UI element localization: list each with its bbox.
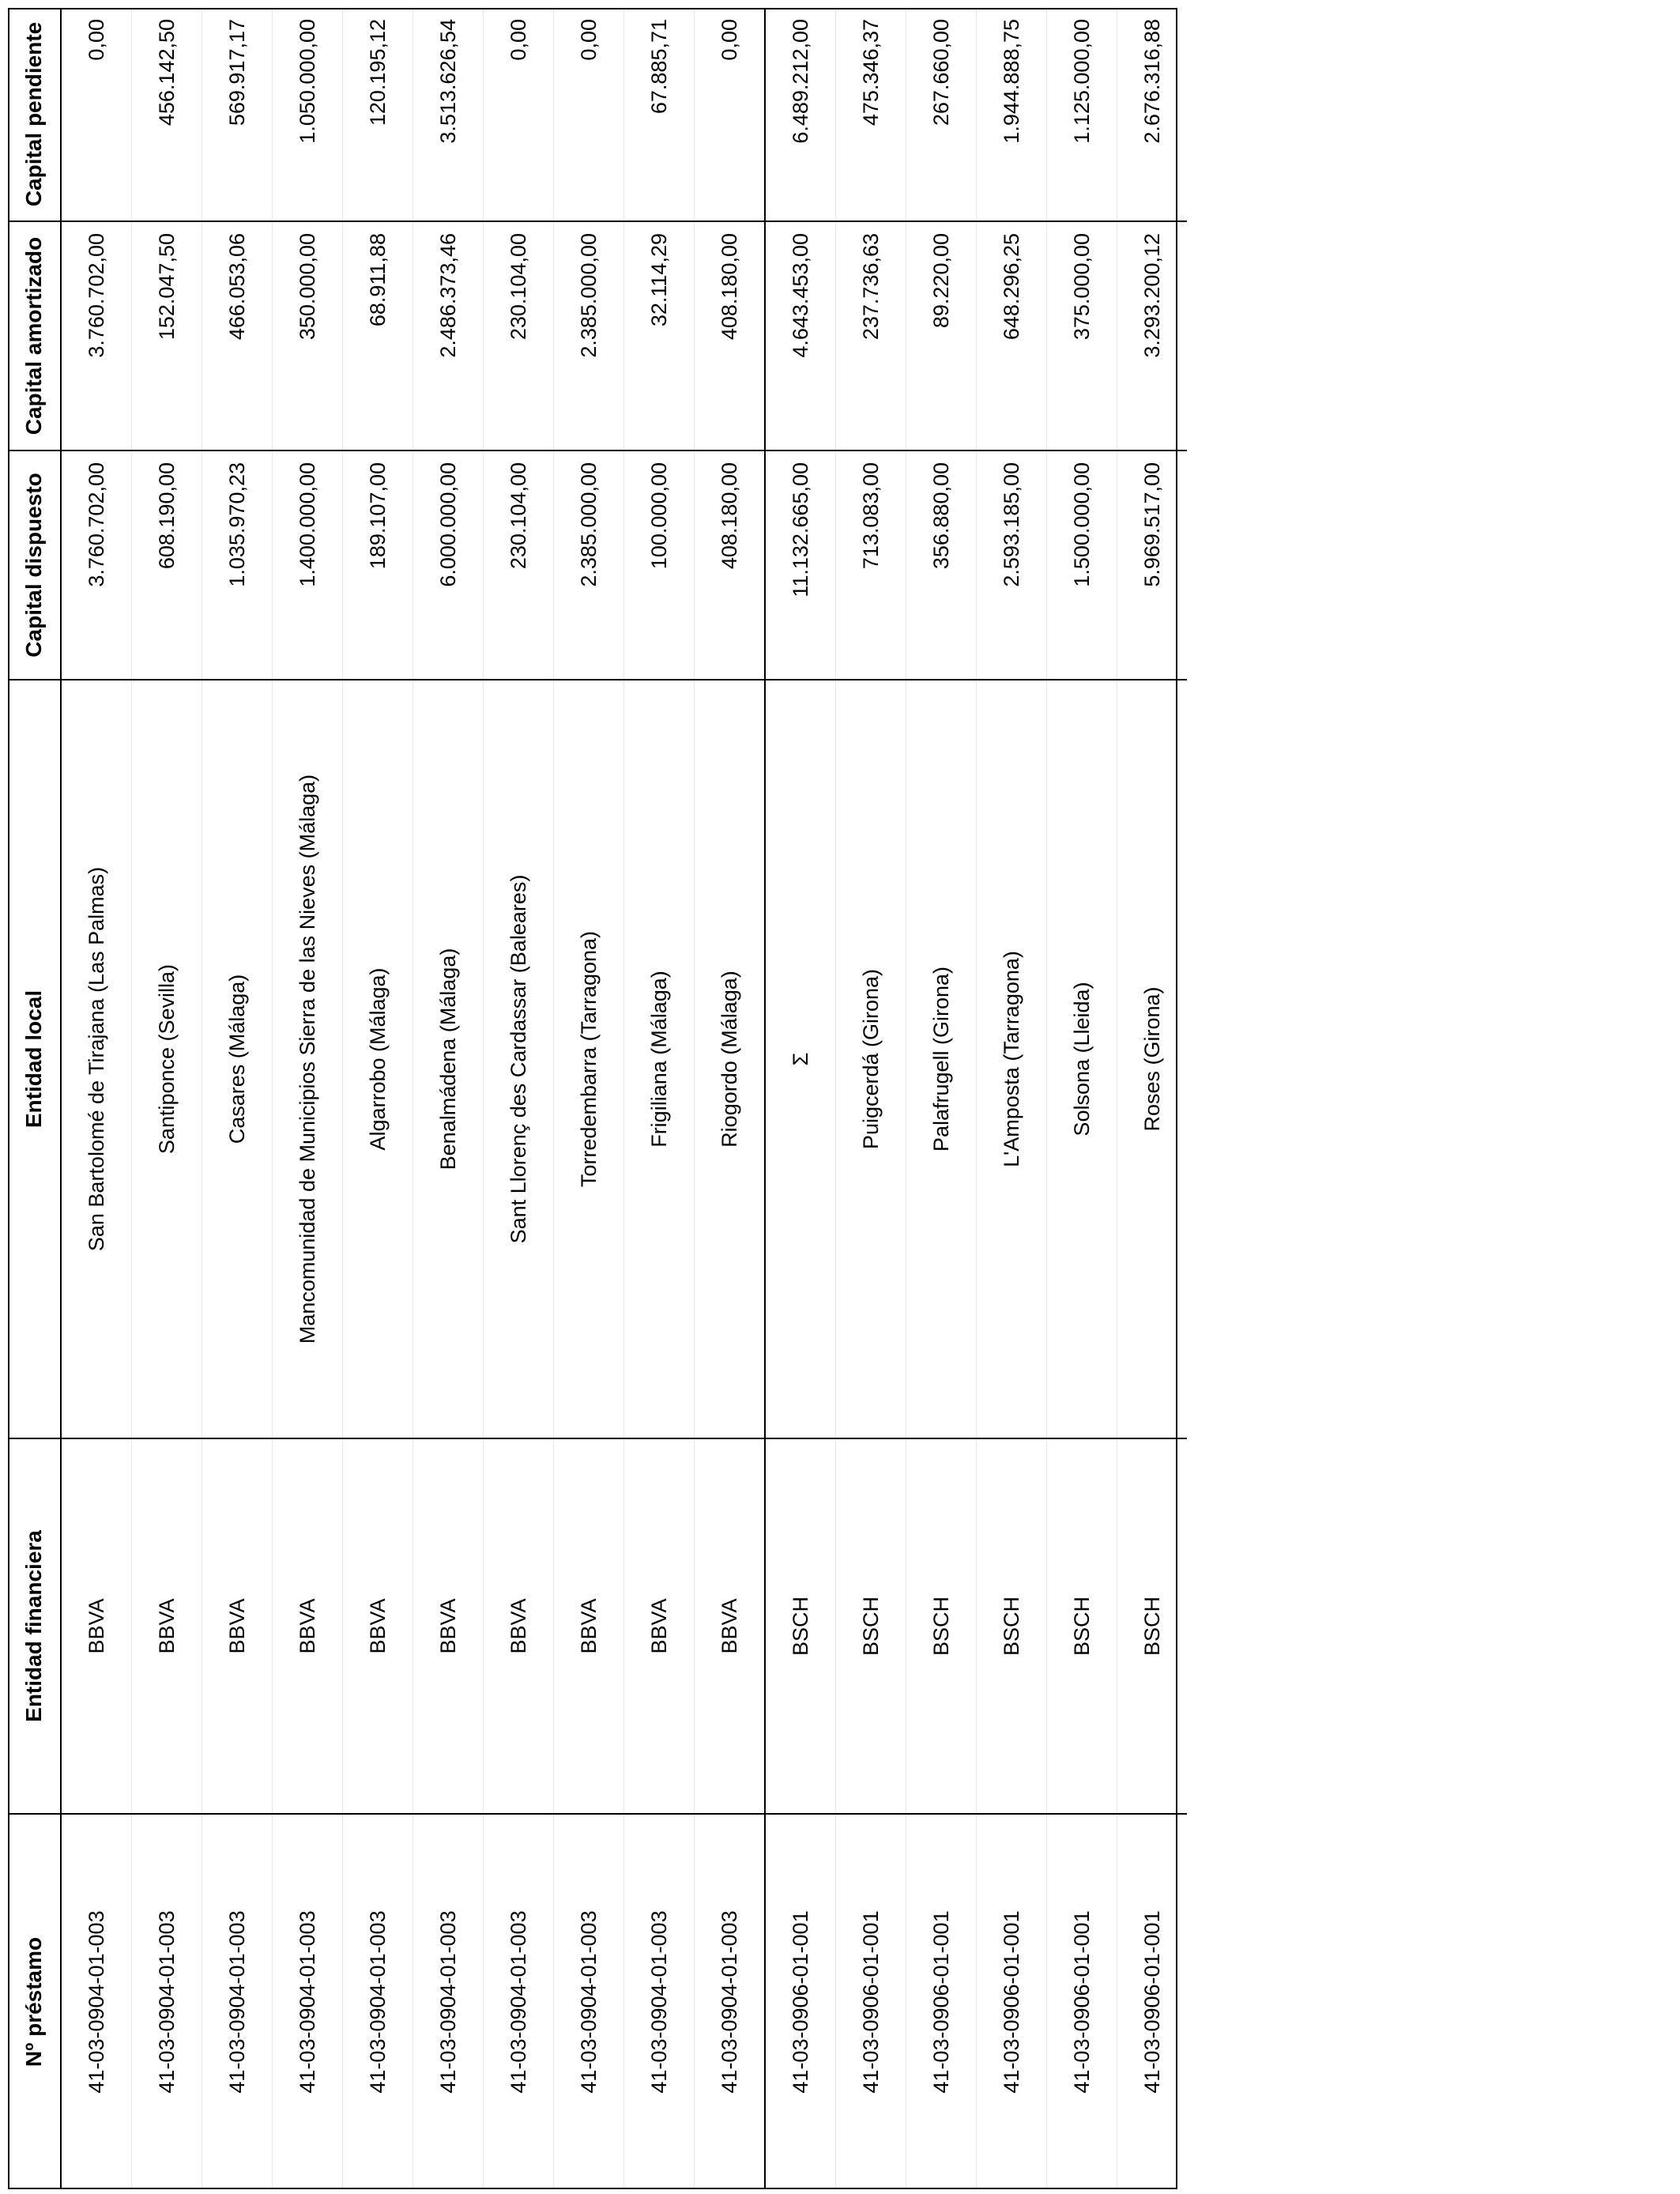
cell-entity: Sant Llorenç des Cardassar (Baleares) (484, 680, 554, 1438)
cell-disposed: 100.000,00 (624, 450, 695, 680)
cell-bank: BSCH (906, 1438, 977, 1814)
cell-bank: BBVA (484, 1438, 554, 1814)
cell-loan-number: 41-03-0904-01-003 (343, 1814, 413, 2189)
cell-bank: BSCH (977, 1438, 1047, 1814)
cell-loan-number: 41-03-0904-01-003 (484, 1814, 554, 2189)
cell-bank: BBVA (273, 1438, 343, 1814)
cell-pending: 67.885,71 (624, 8, 695, 221)
cell-disposed: 2.385.000,00 (554, 450, 624, 680)
cell-amortized: 350.000,00 (273, 221, 343, 450)
table-row (61, 8, 132, 2189)
cell-bank: BBVA (202, 1438, 273, 1814)
cell-amortized: 2.385.000,00 (554, 221, 624, 450)
header-bank: Entidad financiera (8, 1438, 61, 1814)
cell-bank: BSCH (836, 1438, 906, 1814)
cell-amortized: 3.293.200,12 (1117, 221, 1188, 450)
cell-amortized: 3.760.702,00 (61, 221, 132, 450)
cell-bank: BBVA (554, 1438, 624, 1814)
table-row (273, 8, 343, 2189)
cell-loan-number: 41-03-0904-01-003 (554, 1814, 624, 2189)
cell-pending: 6.489.212,00 (765, 8, 836, 221)
cell-amortized: 375.000,00 (1047, 221, 1117, 450)
cell-loan-number: 41-03-0904-01-003 (413, 1814, 484, 2189)
table-row (202, 8, 273, 2189)
cell-pending: 0,00 (695, 8, 766, 221)
cell-disposed: 11.132.665,00 (765, 450, 836, 680)
cell-loan-number: 41-03-0906-01-001 (765, 1814, 836, 2189)
cell-amortized: 648.296,25 (977, 221, 1047, 450)
cell-disposed: 2.593.185,00 (977, 450, 1047, 680)
cell-amortized: 237.736,63 (836, 221, 906, 450)
cell-amortized: 89.220,00 (906, 221, 977, 450)
cell-loan-number: 41-03-0906-01-001 (1047, 1814, 1117, 2189)
cell-disposed: 6.000.000,00 (413, 450, 484, 680)
cell-disposed: 1.035.970,23 (202, 450, 273, 680)
cell-pending: 1.125.000,00 (1047, 8, 1117, 221)
cell-disposed: 3.760.702,00 (61, 450, 132, 680)
header-pending: Capital pendiente (8, 8, 61, 221)
cell-loan-number: 41-03-0904-01-003 (695, 1814, 766, 2189)
cell-disposed: 608.190,00 (132, 450, 202, 680)
cell-entity: Torredembarra (Tarragona) (554, 680, 624, 1438)
cell-entity: Σ (765, 680, 836, 1438)
table-row (484, 8, 554, 2189)
header-loan-number: Nº préstamo (8, 1814, 61, 2189)
cell-disposed: 1.400.000,00 (273, 450, 343, 680)
cell-bank: BBVA (132, 1438, 202, 1814)
cell-bank: BSCH (1047, 1438, 1117, 1814)
cell-bank: BBVA (624, 1438, 695, 1814)
cell-pending: 0,00 (554, 8, 624, 221)
header-amortized: Capital amortizado (8, 221, 61, 450)
cell-amortized: 32.114,29 (624, 221, 695, 450)
cell-amortized: 408.180,00 (695, 221, 766, 450)
cell-entity: Mancomunidad de Municipios Sierra de las Nieves (Málaga) (273, 680, 343, 1438)
cell-disposed: 408.180,00 (695, 450, 766, 680)
cell-bank: BBVA (695, 1438, 766, 1814)
cell-amortized: 152.047,50 (132, 221, 202, 450)
header-entity: Entidad local (8, 680, 61, 1438)
loans-table (8, 8, 1187, 2189)
cell-amortized: 230.104,00 (484, 221, 554, 450)
cell-bank: BBVA (343, 1438, 413, 1814)
cell-disposed: 189.107,00 (343, 450, 413, 680)
cell-loan-number: 41-03-0904-01-003 (202, 1814, 273, 2189)
table-row (977, 8, 1047, 2189)
cell-loan-number: 41-03-0906-01-001 (836, 1814, 906, 2189)
cell-amortized: 2.486.373,46 (413, 221, 484, 450)
table-row (906, 8, 977, 2189)
cell-pending: 3.513.626,54 (413, 8, 484, 221)
cell-entity: L'Amposta (Tarragona) (977, 680, 1047, 1438)
cell-pending: 2.676.316,88 (1139, 19, 1164, 144)
cell-loan-number: 41-03-0904-01-003 (273, 1814, 343, 2189)
table-row (624, 8, 695, 2189)
cell-loan-number: 41-03-0904-01-003 (624, 1814, 695, 2189)
header-disposed: Capital dispuesto (8, 450, 61, 680)
table-row (413, 8, 484, 2189)
cell-entity: Roses (Girona) (1117, 680, 1188, 1438)
cell-pending: 267.660,00 (906, 8, 977, 221)
table-body (61, 8, 1187, 2189)
table-row (343, 8, 413, 2189)
rotated-table-sheet (8, 8, 1177, 2189)
cell-entity: Riogordo (Málaga) (695, 680, 766, 1438)
table-row (132, 8, 202, 2189)
header-row (8, 8, 61, 2189)
cell-pending: 569.917,17 (202, 8, 273, 221)
cell-pending: 475.346,37 (836, 8, 906, 221)
table-row (1047, 8, 1117, 2189)
table-row (554, 8, 624, 2189)
cell-entity: Casares (Málaga) (202, 680, 273, 1438)
cell-entity: Solsona (Lleida) (1047, 680, 1117, 1438)
cell-pending: 1.050.000,00 (273, 8, 343, 221)
cell-pending: 0,00 (61, 8, 132, 221)
cell-pending: 1.944.888,75 (977, 8, 1047, 221)
cell-loan-number: 41-03-0906-01-001 (1117, 1814, 1188, 2189)
cell-disposed: 230.104,00 (484, 450, 554, 680)
cell-entity: Palafrugell (Girona) (906, 680, 977, 1438)
cell-disposed: 1.500.000,00 (1047, 450, 1117, 680)
cell-pending: 0,00 (484, 8, 554, 221)
table-row (765, 8, 836, 2189)
cell-loan-number: 41-03-0904-01-003 (132, 1814, 202, 2189)
table-row (836, 8, 906, 2189)
table-row (695, 8, 766, 2189)
cell-pending: 456.142,50 (132, 8, 202, 221)
cell-bank: BBVA (61, 1438, 132, 1814)
cell-bank: BBVA (413, 1438, 484, 1814)
cell-amortized: 466.053,06 (202, 221, 273, 450)
table-row (1117, 8, 1188, 2189)
cell-pending: 120.195,12 (343, 8, 413, 221)
cell-entity: Santiponce (Sevilla) (132, 680, 202, 1438)
cell-amortized: 68.911,88 (343, 221, 413, 450)
cell-bank: BSCH (765, 1438, 836, 1814)
cell-entity: Puigcerdá (Girona) (836, 680, 906, 1438)
cell-entity: San Bartolomé de Tirajana (Las Palmas) (61, 680, 132, 1438)
cell-entity: Algarrobo (Málaga) (343, 680, 413, 1438)
cell-amortized: 4.643.453,00 (765, 221, 836, 450)
cell-disposed: 5.969.517,00 (1117, 450, 1188, 680)
cell-loan-number: 41-03-0904-01-003 (61, 1814, 132, 2189)
cell-entity: Benalmádena (Málaga) (413, 680, 484, 1438)
cell-bank: BSCH (1117, 1438, 1188, 1814)
cell-disposed: 356.880,00 (906, 450, 977, 680)
cell-entity: Frigiliana (Málaga) (624, 680, 695, 1438)
cell-disposed: 713.083,00 (836, 450, 906, 680)
cell-loan-number: 41-03-0906-01-001 (977, 1814, 1047, 2189)
cell-loan-number: 41-03-0906-01-001 (906, 1814, 977, 2189)
